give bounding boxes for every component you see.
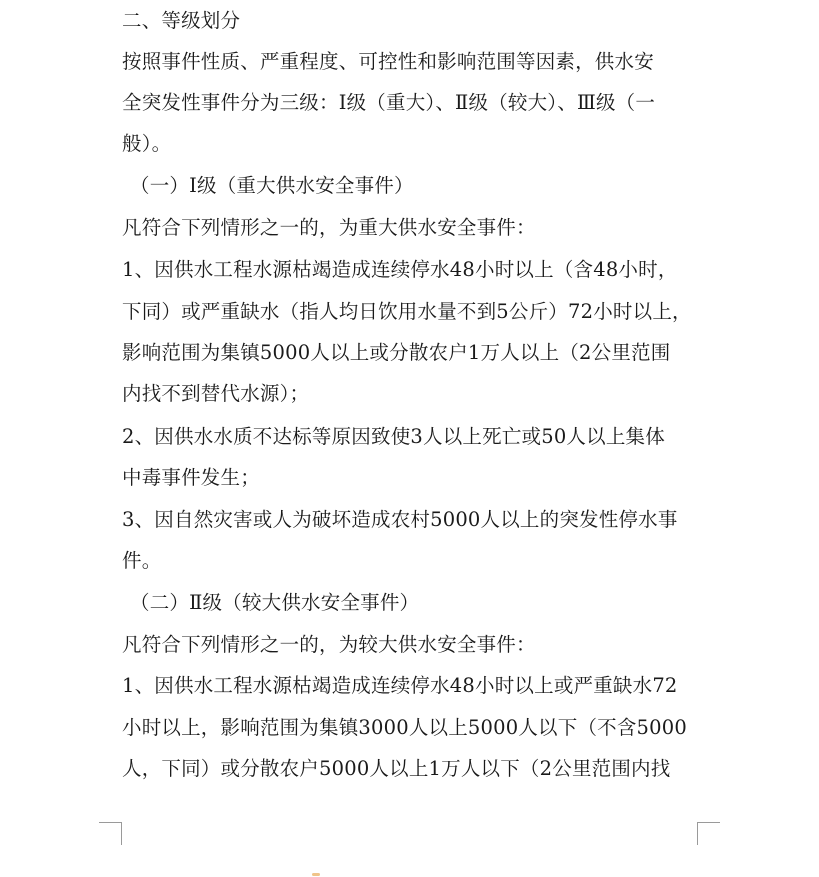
paragraph-line: 影响范围为集镇5000人以上或分散农户1万人以上（2公里范围 bbox=[122, 341, 671, 364]
paragraph-line: 按照事件性质、严重程度、可控性和影响范围等因素，供水安 bbox=[122, 50, 654, 73]
paragraph-line: 小时以上，影响范围为集镇3000人以上5000人以下（不含5000 bbox=[122, 716, 687, 739]
subsection-heading: （二）Ⅱ级（较大供水安全事件） bbox=[130, 591, 420, 614]
page-corner-mark-left bbox=[99, 822, 122, 845]
paragraph-line: 内找不到替代水源）； bbox=[122, 382, 310, 405]
subsection-heading: （一）Ⅰ级（重大供水安全事件） bbox=[130, 174, 414, 197]
page-indicator-dot bbox=[312, 873, 320, 876]
paragraph-line: 3、因自然灾害或人为破坏造成农村5000人以上的突发性停水事 bbox=[122, 508, 678, 531]
paragraph-line: 中毒事件发生； bbox=[122, 466, 260, 489]
page-corner-mark-right bbox=[697, 822, 720, 845]
section-heading: 二、等级划分 bbox=[122, 9, 241, 32]
paragraph-line: 般）。 bbox=[122, 132, 172, 155]
paragraph-line: 凡符合下列情形之一的，为重大供水安全事件： bbox=[122, 216, 536, 239]
paragraph-line: 人，下同）或分散农户5000人以上1万人以下（2公里范围内找 bbox=[122, 757, 671, 780]
paragraph-line: 1、因供水工程水源枯竭造成连续停水48小时以上或严重缺水72 bbox=[122, 674, 678, 697]
paragraph-line: 件。 bbox=[122, 549, 162, 572]
paragraph-line: 凡符合下列情形之一的，为较大供水安全事件： bbox=[122, 633, 536, 656]
paragraph-line: 2、因供水水质不达标等原因致使3人以上死亡或50人以上集体 bbox=[122, 425, 665, 448]
paragraph-line: 下同）或严重缺水（指人均日饮用水量不到5公斤）72小时以上， bbox=[122, 300, 692, 323]
paragraph-line: 1、因供水工程水源枯竭造成连续停水48小时以上（含48小时， bbox=[122, 258, 678, 281]
paragraph-line: 全突发性事件分为三级：Ⅰ级（重大）、Ⅱ级（较大）、Ⅲ级（一 bbox=[122, 91, 656, 114]
